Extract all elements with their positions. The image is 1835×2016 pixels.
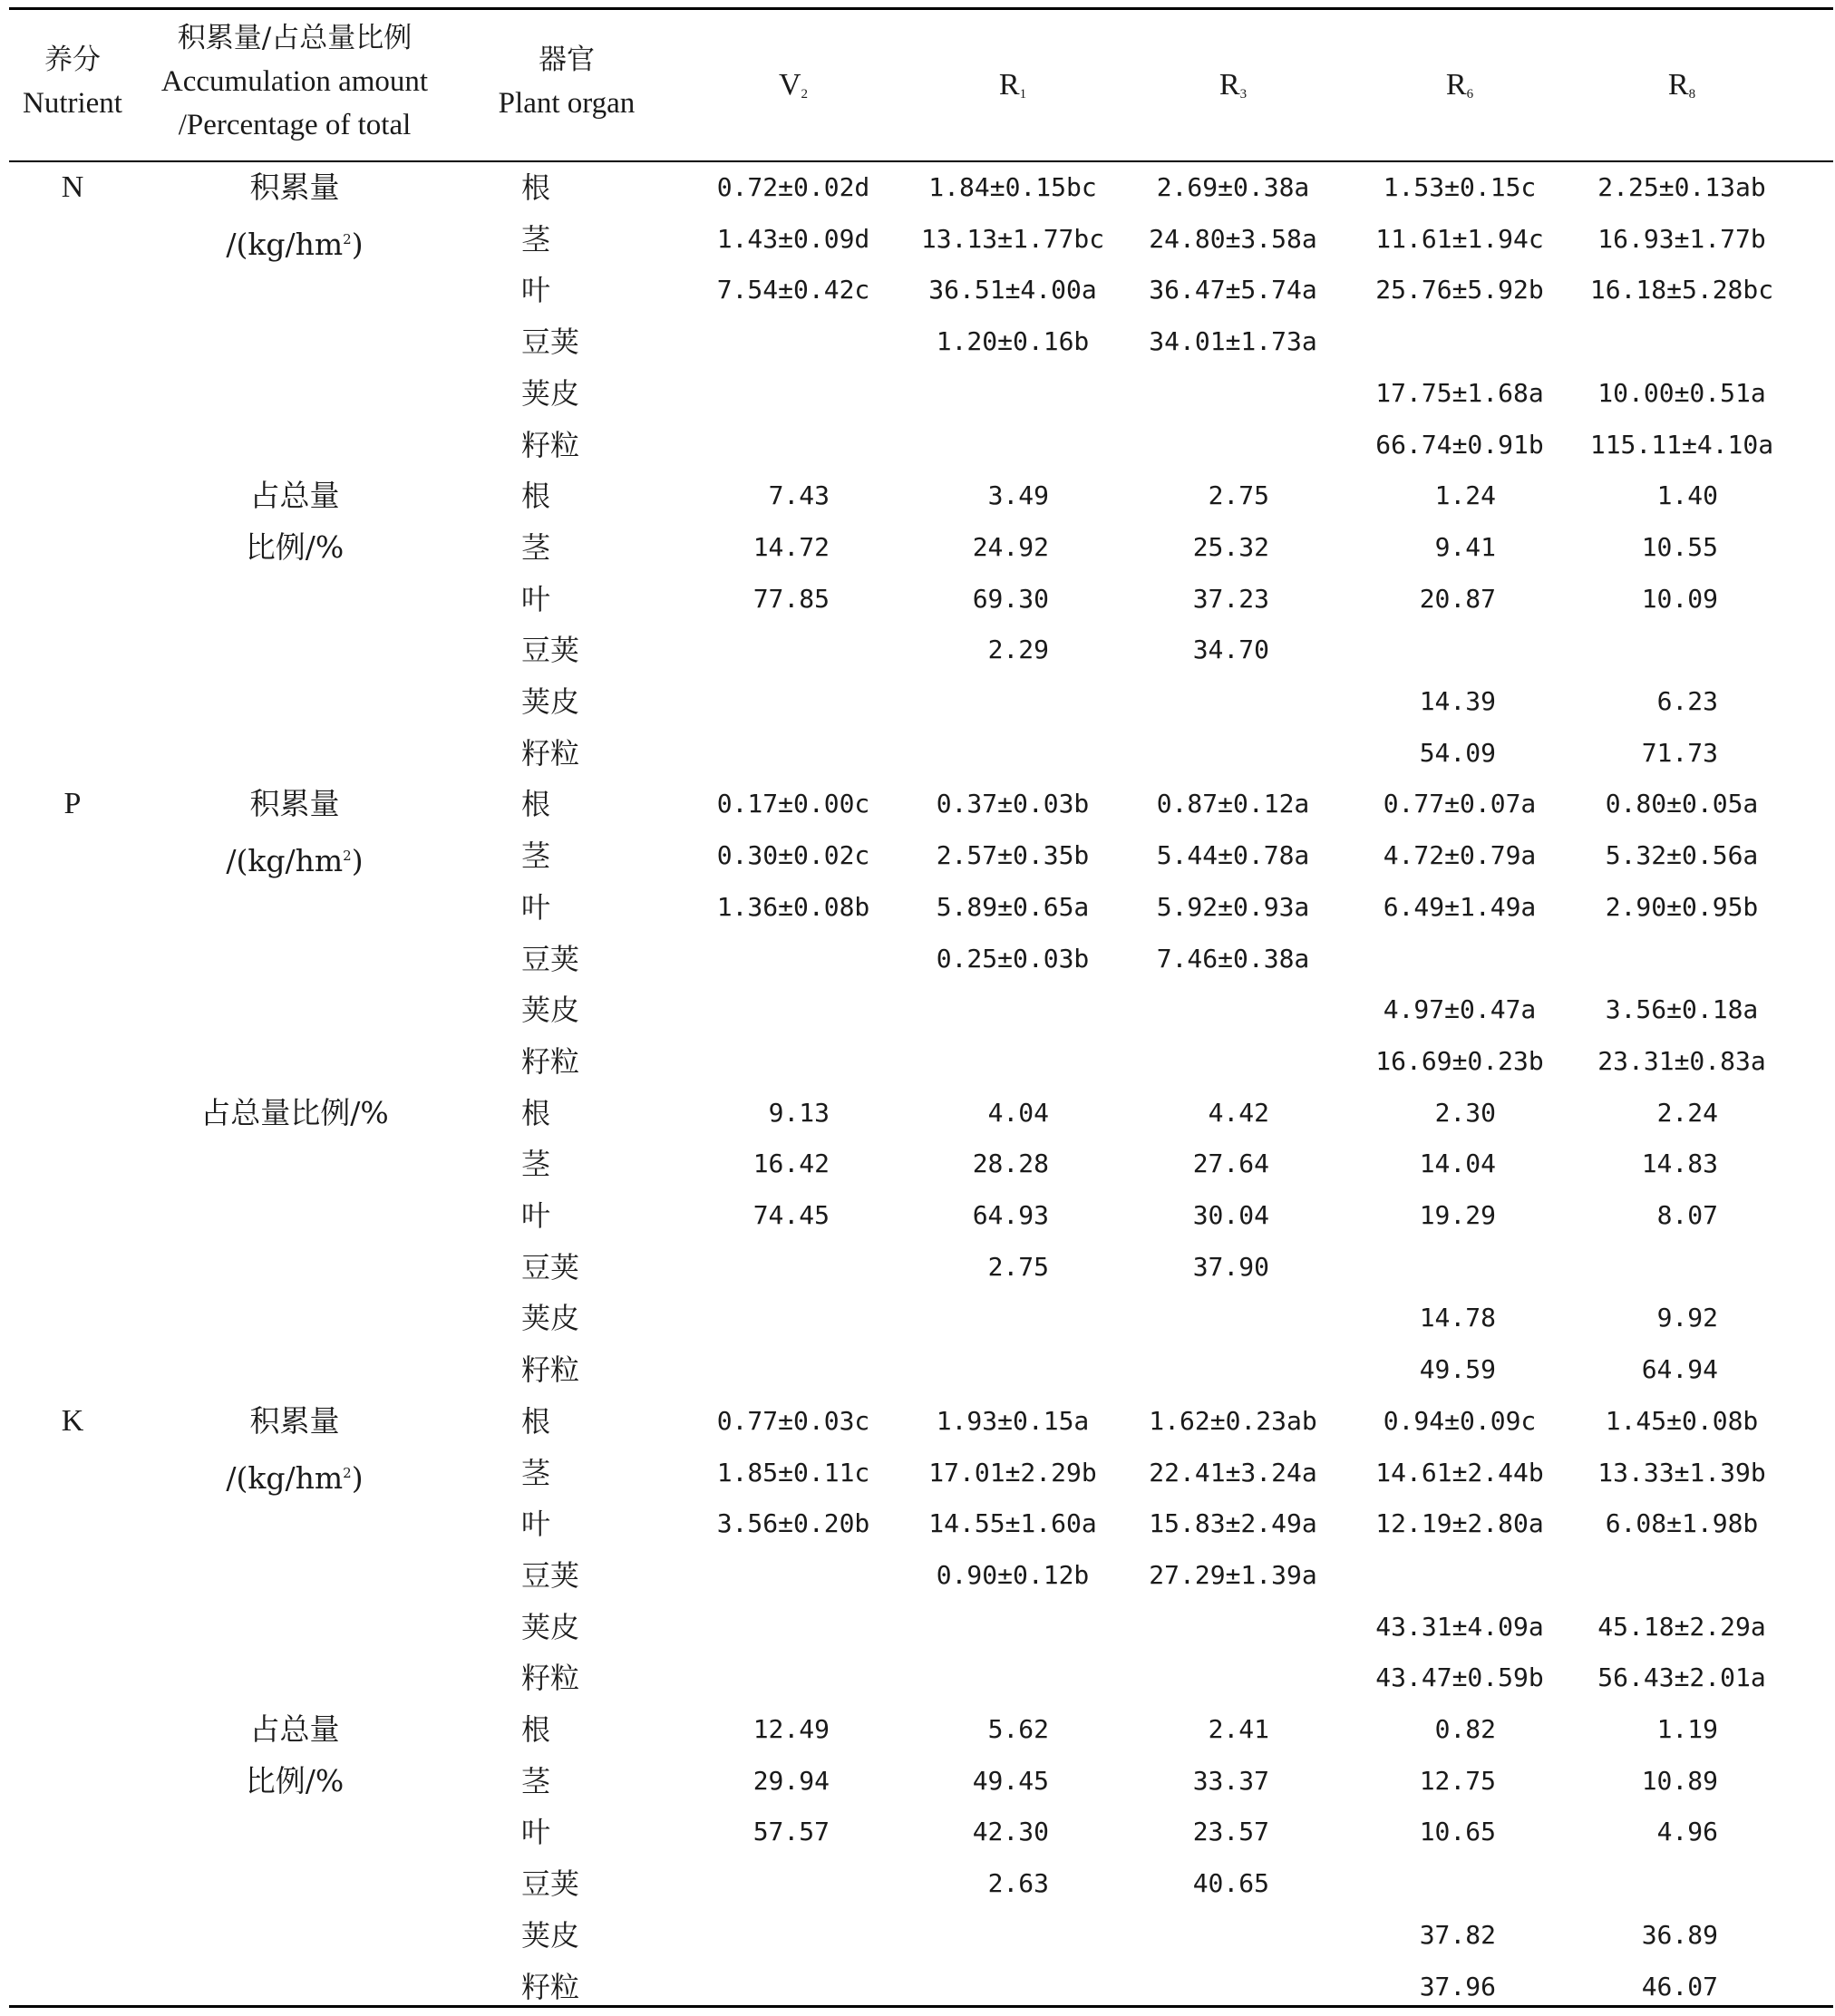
accum-value-r3: 7.46±0.38a (1156, 943, 1310, 974)
header-measure-en2: /Percentage of total (178, 109, 412, 141)
header-stage-r6: $R_6$ (1445, 68, 1474, 102)
organ-label: 荚皮 (521, 1917, 580, 1953)
accum-value-v2: 1.85±0.11c (716, 1457, 870, 1488)
accum-value-r1: 14.55±1.60a (928, 1508, 1097, 1539)
accum-value-r3: 34.01±1.73a (1149, 326, 1317, 357)
accum-value-r1: 2.57±0.35b (936, 840, 1090, 871)
percent-value-r3: 33.37 (1192, 1765, 1269, 1796)
percent-value-r3: 27.64 (1192, 1149, 1269, 1179)
percent-value-r8: 9.92 (1656, 1303, 1718, 1333)
accum-value-r3: 5.44±0.78a (1156, 840, 1310, 871)
accum-value-r1: 0.90±0.12b (936, 1559, 1090, 1590)
header-stage-r1: $R_1$ (998, 68, 1027, 102)
table-bottom-rule (9, 2005, 1833, 2008)
percent-value-r6: 1.24 (1434, 480, 1496, 511)
accum-value-r6: 14.61±2.44b (1375, 1457, 1544, 1488)
percent-value-v2: 77.85 (752, 583, 830, 614)
percent-value-r6: 49.59 (1419, 1354, 1496, 1385)
header-organ (471, 38, 662, 125)
unit-text: /(kg/hm (226, 226, 344, 262)
percent-value-r6: 14.04 (1419, 1149, 1496, 1179)
accum-value-r8: 16.93±1.77b (1597, 223, 1766, 254)
percentage-label: 占总量比例/% (200, 1094, 389, 1130)
accum-value-r6: 25.76±5.92b (1375, 275, 1544, 305)
accum-value-r1: 1.84±0.15bc (928, 172, 1097, 202)
organ-label: 豆荚 (521, 633, 580, 668)
accum-value-r3: 22.41±3.24a (1149, 1457, 1317, 1488)
percent-value-r8: 64.94 (1641, 1354, 1718, 1385)
accumulation-unit-label (145, 834, 444, 883)
header-measure-zh: 积累量/占总量比例 (177, 22, 413, 54)
organ-label: 根 (521, 1403, 551, 1439)
accum-value-v2: 0.30±0.02c (716, 840, 870, 871)
organ-label: 茎 (521, 1763, 551, 1798)
accum-value-r8: 5.32±0.56a (1605, 840, 1759, 871)
percent-value-r3: 37.90 (1192, 1251, 1269, 1282)
organ-label: 根 (521, 170, 551, 205)
percent-value-r1: 64.93 (972, 1200, 1049, 1230)
percent-value-r6: 10.65 (1419, 1817, 1496, 1847)
organ-label: 荚皮 (521, 1609, 580, 1644)
accum-value-r8: 0.80±0.05a (1605, 789, 1759, 819)
nutrient-label: N (61, 170, 84, 204)
percent-value-v2: 7.43 (768, 480, 830, 511)
percent-value-r3: 23.57 (1192, 1817, 1269, 1847)
accum-value-r8: 10.00±0.51a (1597, 377, 1766, 408)
accum-value-r3: 5.92±0.93a (1156, 891, 1310, 922)
organ-label: 根 (521, 1712, 551, 1747)
accum-value-r6: 0.77±0.07a (1383, 789, 1537, 819)
organ-label: 籽粒 (521, 1969, 580, 2004)
organ-label: 根 (521, 479, 551, 514)
percentage-label: 占总量 (249, 478, 340, 514)
accumulation-label: 积累量 (249, 786, 340, 822)
organ-label: 茎 (521, 1147, 551, 1182)
table-top-rule (9, 7, 1833, 10)
accum-value-r1: 1.93±0.15a (936, 1405, 1090, 1436)
percent-value-v2: 29.94 (752, 1765, 830, 1796)
organ-label: 荚皮 (521, 375, 580, 411)
organ-label: 籽粒 (521, 1352, 580, 1388)
header-nutrient (0, 38, 145, 125)
organ-label: 叶 (521, 1507, 551, 1542)
percent-value-r1: 5.62 (987, 1714, 1049, 1744)
percent-value-r6: 37.96 (1419, 1971, 1496, 2001)
accum-value-r3: 36.47±5.74a (1149, 275, 1317, 305)
unit-text-suffix: ) (351, 1459, 364, 1496)
accum-value-r1: 5.89±0.65a (936, 891, 1090, 922)
percent-value-r6: 37.82 (1419, 1919, 1496, 1950)
organ-label: 荚皮 (521, 993, 580, 1028)
organ-label: 荚皮 (521, 684, 580, 719)
percent-value-v2: 14.72 (752, 531, 830, 562)
percent-value-r1: 2.29 (987, 635, 1049, 665)
organ-label: 豆荚 (521, 325, 580, 360)
accum-value-r6: 11.61±1.94c (1375, 223, 1544, 254)
percent-value-r6: 20.87 (1419, 583, 1496, 614)
header-organ-en: Plant organ (498, 87, 636, 120)
organ-label: 茎 (521, 221, 551, 257)
percent-value-r6: 0.82 (1434, 1714, 1496, 1744)
accumulation-label: 积累量 (249, 170, 340, 205)
organ-label: 根 (521, 787, 551, 822)
header-measure (145, 16, 444, 147)
accum-value-r6: 4.72±0.79a (1383, 840, 1537, 871)
organ-label: 豆荚 (521, 1557, 580, 1593)
organ-label: 叶 (521, 1815, 551, 1850)
percent-value-r3: 2.75 (1208, 480, 1269, 511)
accum-value-r8: 6.08±1.98b (1605, 1508, 1759, 1539)
accum-value-r8: 23.31±0.83a (1597, 1045, 1766, 1076)
percent-value-r3: 2.41 (1208, 1714, 1269, 1744)
accum-value-r1: 36.51±4.00a (928, 275, 1097, 305)
organ-label: 根 (521, 1095, 551, 1130)
organ-label: 豆荚 (521, 1866, 580, 1902)
percent-value-r8: 2.24 (1656, 1097, 1718, 1128)
accum-value-r3: 24.80±3.58a (1149, 223, 1317, 254)
accum-value-r3: 2.69±0.38a (1156, 172, 1310, 202)
percent-value-r3: 30.04 (1192, 1200, 1269, 1230)
accumulation-unit-label (145, 218, 444, 267)
percent-value-r8: 8.07 (1656, 1200, 1718, 1230)
header-nutrient-en: Nutrient (23, 87, 122, 120)
accum-value-r6: 4.97±0.47a (1383, 994, 1537, 1025)
accum-value-r1: 0.25±0.03b (936, 943, 1090, 974)
percent-value-r6: 9.41 (1434, 531, 1496, 562)
organ-label: 叶 (521, 273, 551, 308)
header-measure-en1: Accumulation amount (160, 65, 429, 98)
percent-value-r8: 14.83 (1641, 1149, 1718, 1179)
nutrient-label: K (61, 1403, 84, 1438)
accum-value-r6: 17.75±1.68a (1375, 377, 1544, 408)
accum-value-r3: 1.62±0.23ab (1149, 1405, 1317, 1436)
unit-text: /(kg/hm (226, 843, 344, 879)
percent-value-r8: 71.73 (1641, 737, 1718, 768)
percent-value-r6: 14.39 (1419, 686, 1496, 716)
percentage-label-line2: 比例/% (245, 528, 345, 565)
accum-value-r1: 0.37±0.03b (936, 789, 1090, 819)
percent-value-r3: 34.70 (1192, 635, 1269, 665)
percent-value-r6: 54.09 (1419, 737, 1496, 768)
accum-value-r8: 13.33±1.39b (1597, 1457, 1766, 1488)
percent-value-r8: 4.96 (1656, 1817, 1718, 1847)
percent-value-r1: 24.92 (972, 531, 1049, 562)
percent-value-r1: 28.28 (972, 1149, 1049, 1179)
unit-text-suffix: ) (351, 843, 364, 879)
percent-value-r1: 2.63 (987, 1868, 1049, 1899)
percent-value-r8: 10.09 (1641, 583, 1718, 614)
accum-value-r6: 43.31±4.09a (1375, 1611, 1544, 1642)
percent-value-r3: 37.23 (1192, 583, 1269, 614)
percentage-label-line2: 比例/% (245, 1762, 345, 1798)
percentage-label: 占总量 (249, 1711, 340, 1747)
accum-value-r3: 27.29±1.39a (1149, 1559, 1317, 1590)
accum-value-r6: 12.19±2.80a (1375, 1508, 1544, 1539)
percent-value-r6: 12.75 (1419, 1765, 1496, 1796)
accum-value-r3: 15.83±2.49a (1149, 1508, 1317, 1539)
organ-label: 籽粒 (521, 427, 580, 462)
header-stage-r3: $R_3$ (1218, 68, 1248, 102)
percent-value-r3: 25.32 (1192, 531, 1269, 562)
percent-value-r8: 46.07 (1641, 1971, 1718, 2001)
organ-label: 叶 (521, 1198, 551, 1233)
accum-value-r6: 16.69±0.23b (1375, 1045, 1544, 1076)
percent-value-v2: 9.13 (768, 1097, 830, 1128)
percent-value-v2: 12.49 (752, 1714, 830, 1744)
accum-value-r6: 43.47±0.59b (1375, 1662, 1544, 1693)
accum-value-r1: 13.13±1.77bc (920, 223, 1105, 254)
organ-label: 茎 (521, 529, 551, 565)
accum-value-r6: 66.74±0.91b (1375, 429, 1544, 460)
organ-label: 叶 (521, 889, 551, 925)
accum-value-v2: 1.36±0.08b (716, 891, 870, 922)
percent-value-r1: 3.49 (987, 480, 1049, 511)
organ-label: 茎 (521, 1455, 551, 1490)
accum-value-r6: 0.94±0.09c (1383, 1405, 1537, 1436)
organ-label: 茎 (521, 838, 551, 874)
percent-value-r1: 4.04 (987, 1097, 1049, 1128)
organ-label: 豆荚 (521, 1249, 580, 1284)
accumulation-unit-label (145, 1451, 444, 1500)
accum-value-r8: 2.25±0.13ab (1597, 172, 1766, 202)
accum-value-r3: 0.87±0.12a (1156, 789, 1310, 819)
percent-value-r1: 49.45 (972, 1765, 1049, 1796)
accum-value-v2: 3.56±0.20b (716, 1508, 870, 1539)
accum-value-r8: 16.18±5.28bc (1589, 275, 1774, 305)
percent-value-v2: 57.57 (752, 1817, 830, 1847)
percent-value-r1: 42.30 (972, 1817, 1049, 1847)
accum-value-v2: 7.54±0.42c (716, 275, 870, 305)
organ-label: 荚皮 (521, 1301, 580, 1336)
table-header-rule (9, 160, 1833, 162)
accumulation-label: 积累量 (249, 1402, 340, 1439)
accum-value-r8: 3.56±0.18a (1605, 994, 1759, 1025)
accum-value-r1: 1.20±0.16b (936, 326, 1090, 357)
percent-value-r6: 2.30 (1434, 1097, 1496, 1128)
percent-value-r6: 19.29 (1419, 1200, 1496, 1230)
accum-value-r8: 2.90±0.95b (1605, 891, 1759, 922)
percent-value-r8: 36.89 (1641, 1919, 1718, 1950)
header-organ-zh: 器官 (539, 44, 595, 76)
percent-value-r1: 2.75 (987, 1251, 1049, 1282)
unit-superscript: 2 (343, 848, 352, 865)
percent-value-v2: 74.45 (752, 1200, 830, 1230)
percent-value-r3: 4.42 (1208, 1097, 1269, 1128)
accum-value-v2: 0.72±0.02d (716, 172, 870, 202)
organ-label: 叶 (521, 581, 551, 616)
percent-value-r1: 69.30 (972, 583, 1049, 614)
header-nutrient-zh: 养分 (44, 44, 101, 76)
nutrient-label: P (63, 787, 82, 821)
percent-value-r8: 6.23 (1656, 686, 1718, 716)
percent-value-v2: 16.42 (752, 1149, 830, 1179)
accum-value-v2: 0.17±0.00c (716, 789, 870, 819)
percent-value-r8: 1.40 (1656, 480, 1718, 511)
accum-value-r1: 17.01±2.29b (928, 1457, 1097, 1488)
accum-value-v2: 0.77±0.03c (716, 1405, 870, 1436)
accum-value-v2: 1.43±0.09d (716, 223, 870, 254)
accum-value-r8: 45.18±2.29a (1597, 1611, 1766, 1642)
organ-label: 籽粒 (521, 1043, 580, 1079)
unit-superscript: 2 (343, 230, 352, 247)
organ-label: 籽粒 (521, 1661, 580, 1696)
percent-value-r8: 10.89 (1641, 1765, 1718, 1796)
percent-value-r8: 10.55 (1641, 531, 1718, 562)
header-stage-r8: $R_8$ (1667, 68, 1696, 102)
percent-value-r8: 1.19 (1656, 1714, 1718, 1744)
accum-value-r6: 6.49±1.49a (1383, 891, 1537, 922)
percent-value-r3: 40.65 (1192, 1868, 1269, 1899)
unit-text-suffix: ) (351, 226, 364, 262)
unit-text: /(kg/hm (226, 1459, 344, 1496)
accum-value-r6: 1.53±0.15c (1383, 172, 1537, 202)
percent-value-r6: 14.78 (1419, 1303, 1496, 1333)
accum-value-r8: 115.11±4.10a (1589, 429, 1774, 460)
header-stage-v2: $V_2$ (778, 68, 809, 102)
accum-value-r8: 1.45±0.08b (1605, 1405, 1759, 1436)
accum-value-r8: 56.43±2.01a (1597, 1662, 1766, 1693)
organ-label: 籽粒 (521, 735, 580, 771)
organ-label: 豆荚 (521, 941, 580, 976)
unit-superscript: 2 (343, 1464, 352, 1481)
